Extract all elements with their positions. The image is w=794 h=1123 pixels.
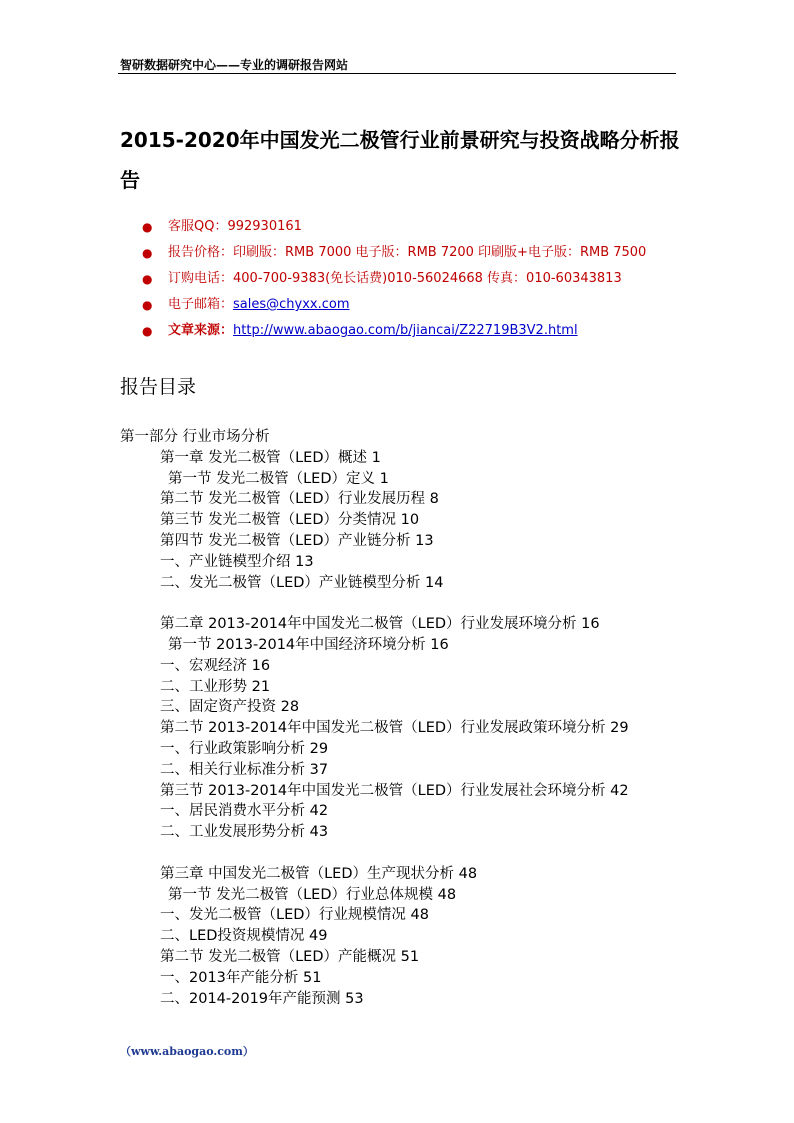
toc-entry: 第二节 发光二极管（LED）产能概况 51: [160, 948, 420, 965]
source-link[interactable]: http://www.abaogao.com/b/jiancai/Z22719B3V2.html: [233, 323, 578, 338]
info-label: 报告价格：: [168, 245, 234, 260]
info-value: 400-700-9383(免长话费)010-56024668 传真：010-60343813: [233, 271, 622, 286]
info-label: 订购电话：: [168, 271, 234, 286]
table-of-contents: [120, 427, 690, 1009]
info-item-phone: [120, 266, 646, 292]
info-label: 客服QQ：: [168, 219, 228, 234]
toc-entry: 一、居民消费水平分析 42: [160, 803, 329, 820]
toc-entry: 二、LED投资规模情况 49: [160, 928, 328, 945]
toc-entry: 第二章 2013-2014年中国发光二极管（LED）行业发展环境分析 16: [160, 616, 600, 633]
toc-entry: 第四节 发光二极管（LED）产业链分析 13: [160, 532, 434, 549]
toc-entry: 一、产业链模型介绍 13: [160, 553, 314, 570]
bullet-icon: ●: [142, 246, 153, 260]
bullet-icon: ●: [142, 324, 153, 338]
info-label: 电子邮箱：: [168, 297, 234, 312]
email-link[interactable]: sales@chyxx.com: [233, 297, 350, 312]
toc-entry: 第二节 2013-2014年中国发光二极管（LED）行业发展政策环境分析 29: [160, 720, 629, 737]
header-text: 智研数据研究中心——专业的调研报告网站: [120, 58, 349, 72]
toc-entry: 第三节 发光二极管（LED）分类情况 10: [160, 512, 420, 529]
toc-entry: 一、发光二极管（LED）行业规模情况 48: [160, 907, 429, 924]
toc-entry: 三、固定资产投资 28: [160, 699, 300, 716]
toc-entry: 第三章 中国发光二极管（LED）生产现状分析 48: [160, 865, 478, 882]
toc-spacer: [120, 843, 690, 864]
header-rule: [118, 73, 676, 74]
info-item-qq: [120, 214, 646, 240]
bullet-icon: ●: [142, 220, 153, 234]
toc-entry: 第一部分 行业市场分析: [120, 429, 270, 445]
toc-entry: 第一节 发光二极管（LED）行业总体规模 48: [168, 886, 457, 903]
toc-entry: 二、发光二极管（LED）产业链模型分析 14: [160, 574, 444, 591]
toc-entry: 第二节 发光二极管（LED）行业发展历程 8: [160, 491, 439, 508]
toc-entry: 二、相关行业标准分析 37: [160, 761, 329, 778]
toc-entry: 第三节 2013-2014年中国发光二极管（LED）行业发展社会环境分析 42: [160, 782, 629, 799]
toc-entry: 一、2013年产能分析 51: [160, 969, 322, 986]
bullet-icon: ●: [142, 272, 153, 286]
toc-entry: 二、2014-2019年产能预测 53: [160, 990, 364, 1007]
report-title: 2015-2020年中国发光二极管行业前景研究与投资战略分析报告: [120, 128, 680, 192]
info-value: 992930161: [227, 219, 302, 234]
info-item-email: [120, 292, 646, 318]
toc-entry: 一、宏观经济 16: [160, 657, 271, 674]
toc-entry: 第一节 2013-2014年中国经济环境分析 16: [168, 636, 449, 653]
info-label: 文章来源：: [168, 323, 234, 338]
info-item-source: [120, 318, 646, 344]
info-item-price: [120, 240, 646, 266]
bullet-icon: ●: [142, 298, 153, 312]
toc-entry: 二、工业发展形势分析 43: [160, 824, 329, 841]
footer-text: （www.abaogao.com）: [120, 1045, 254, 1058]
toc-entry: 二、工业形势 21: [160, 678, 271, 695]
toc-entry: 一、行业政策影响分析 29: [160, 740, 329, 757]
toc-entry: 第一章 发光二极管（LED）概述 1: [160, 449, 381, 466]
toc-entry: 第一节 发光二极管（LED）定义 1: [168, 470, 389, 487]
toc-heading: 报告目录: [120, 376, 197, 398]
info-value: 印刷版：RMB 7000 电子版：RMB 7200 印刷版+电子版：RMB 7500: [233, 245, 647, 260]
info-list: [120, 214, 646, 344]
toc-spacer: [120, 593, 690, 614]
